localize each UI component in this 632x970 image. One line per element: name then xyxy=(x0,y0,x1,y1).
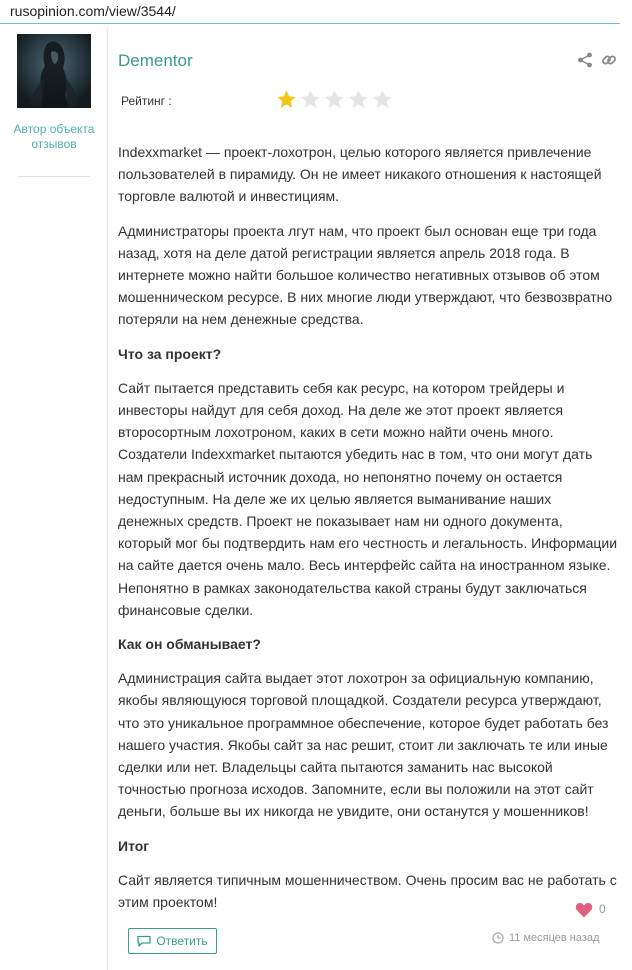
chat-bubble-icon xyxy=(137,935,151,947)
star-filled-icon[interactable] xyxy=(276,89,297,110)
time-ago-text: 11 месяцев назад xyxy=(509,932,600,944)
review-paragraph: Сайт пытается представить себя как ресурс, на котором трейдеры и инвесторы найдут для себя доход. На деле же этот проект является второсортным лохотроном, каких в сети можно найти очень много. Создатели Indexxmarket пытаются убедить нас в том, что они могут дать нам прекрасный источник дохода, но непонятно почему он остается недоступным. На деле же их целью является выманивание наших денежных средств. Проект не показывает нам ни одного документа, который мог бы подтвердить нам его честность и легальность. Информации на сайте дается очень мало. Весь интерфейс сайта на иностранном языке. Непонятно в рамках законодательства какой страны будут заключаться финансовые сделки. xyxy=(118,379,618,618)
link-icon[interactable] xyxy=(601,52,617,68)
author-role-label: Автор объекта отзывов xyxy=(13,122,95,151)
heart-icon[interactable] xyxy=(575,902,593,918)
review-section-heading: Как он обманывает? xyxy=(118,636,261,653)
star-empty-icon[interactable] xyxy=(372,89,393,110)
avatar[interactable] xyxy=(17,34,91,108)
review-section-heading: Что за проект? xyxy=(118,345,222,362)
star-empty-icon[interactable] xyxy=(348,89,369,110)
browser-address-bar[interactable] xyxy=(0,0,632,28)
author-label-divider xyxy=(18,176,90,177)
review-paragraph: Сайт является типичным мошенничеством. Очень просим вас не работать с этим проектом! xyxy=(118,871,617,911)
address-bar-underline xyxy=(0,23,620,24)
review-section-heading: Итог xyxy=(118,837,150,854)
review-paragraph: Администраторы проекта лгут нам, что проект был основан еще три года назад, хотя на деле датой регистрации является апрель 2018 года. В интернете можно найти большое количество негативных отзывов об этом мошенническом ресурсе. В них многие люди утверждают, что безвозвратно потеряли на нем денежные средства. xyxy=(118,222,613,328)
star-empty-icon[interactable] xyxy=(300,89,321,110)
review-author-name[interactable]: Dementor xyxy=(118,51,193,70)
author-sidebar xyxy=(0,28,108,970)
review-paragraph: Indexxmarket — проект-лохотрон, целью которого является привлечение пользователей в пирамиду. Он не имеет никакого отношения к настоящей торговле валютой и инвестициям. xyxy=(118,144,602,205)
avatar-image xyxy=(17,34,91,108)
url-text[interactable]: rusopinion.com/view/3544/ xyxy=(10,3,176,19)
reply-button-label: Ответить xyxy=(156,934,208,948)
clock-icon xyxy=(492,932,504,944)
reply-button[interactable] xyxy=(128,928,217,954)
review-body xyxy=(118,141,618,925)
review-paragraph: Администрация сайта выдает этот лохотрон за официальную компанию, якобы являющуюся торговой площадкой. Создатели ресурса утверждают, что это уникальное программное обеспечение, которое будет работать без нашего участия. Якобы сайт за нас решит, стоит ли заключать те или иные сделки или нет. Владельцы сайта пытаются заманить нас высокой точностью прогноза исходов. Запомните, если вы положили на этот сайт деньги, больше вы их никогда не увидите, они останутся у мошенников! xyxy=(118,670,609,820)
rating-label: Рейтинг : xyxy=(121,94,172,108)
star-empty-icon[interactable] xyxy=(324,89,345,110)
share-icon[interactable] xyxy=(577,52,593,68)
like-count: 0 xyxy=(599,902,606,916)
rating-stars xyxy=(276,89,393,110)
review-timestamp xyxy=(492,932,599,944)
